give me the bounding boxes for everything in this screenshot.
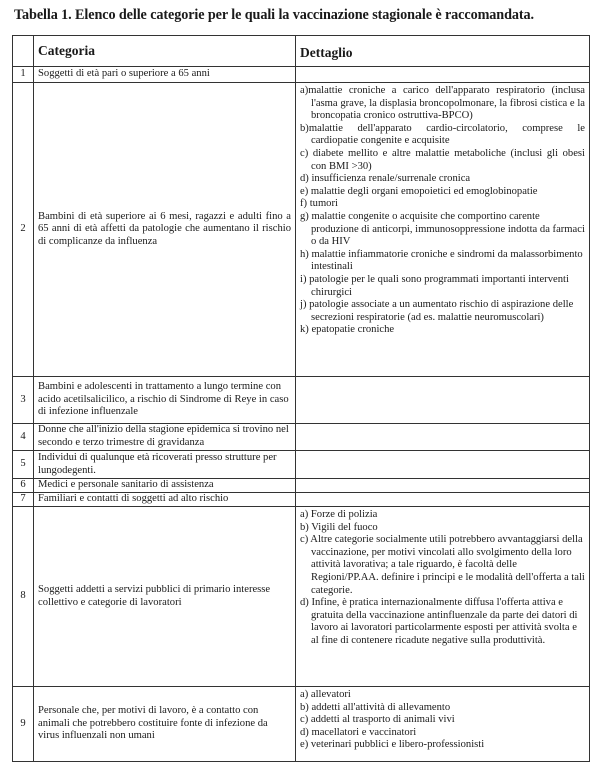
header-categoria: Categoria (34, 36, 296, 67)
table-row (13, 493, 590, 507)
row-dettaglio (296, 507, 590, 687)
row-dettaglio (296, 687, 590, 762)
table-row (13, 67, 590, 83)
dettaglio-item: a)malattie croniche a carico dell'apparato respiratorio (inclusa l'asma grave, la displasia broncopolmonare, la fibrosi cistica e la broncopatia cronico ostruttiva-BPCO) (300, 85, 585, 122)
row-categoria: Soggetti addetti a servizi pubblici di primario interesse collettivo e categorie di lavoratori (34, 507, 296, 687)
dettaglio-item: i) patologie per le quali sono programmati importanti interventi chirurgici (300, 273, 569, 298)
dettaglio-item: d) insufficienza renale/surrenale cronica (300, 173, 471, 185)
table-row (13, 83, 590, 377)
table-row (13, 687, 590, 762)
dettaglio-item: b)malattie dell'apparato cardio-circolatorio, comprese le cardiopatie congenite e acquisite (300, 122, 585, 147)
row-number: 1 (13, 67, 34, 83)
row-dettaglio (296, 451, 590, 479)
dettaglio-item: e) malattie degli organi emopoietici ed emoglobinopatie (300, 185, 538, 197)
row-number: 2 (13, 83, 34, 377)
dettaglio-item: j) patologie associate a un aumentato rischio di aspirazione delle secrezioni respiratorie (ad es. malattie neuromuscolari) (300, 299, 574, 323)
row-dettaglio (296, 83, 590, 377)
vaccination-categories-table (12, 35, 590, 762)
row-number: 4 (13, 424, 34, 451)
dettaglio-item: g) malattie congenite o acquisite che comportino carente produzione di anticorpi, immunosoppressione indotta da farmaci o da HIV (300, 210, 585, 248)
header-number (13, 36, 34, 67)
row-categoria: Personale che, per motivi di lavoro, è a contatto con animali che potrebbero costituire fonte di infezione da virus influenzali non umani (34, 687, 296, 762)
dettaglio-item: b) Vigili del fuoco (300, 521, 378, 533)
table-title: Tabella 1. Elenco delle categorie per le quali la vaccinazione stagionale è raccomandata. (14, 7, 534, 23)
row-categoria: Donne che all'inizio della stagione epidemica si trovino nel secondo e terzo trimestre di gravidanza (34, 424, 296, 451)
row-number: 9 (13, 687, 34, 762)
dettaglio-item: d) Infine, è pratica internazionalmente diffusa l'offerta attiva e gratuita della vaccinazione antinfluenzale da parte dei datori di lavoro ai lavoratori particolarmente esposti per attività svolta e al fine di contenere ricadute negative sulla produttività. (300, 597, 578, 646)
row-number: 3 (13, 377, 34, 424)
row-dettaglio (296, 479, 590, 493)
dettaglio-item: c) addetti al trasporto di animali vivi (300, 714, 455, 726)
row-dettaglio (296, 377, 590, 424)
dettaglio-item: c) Altre categorie socialmente utili potrebbero avvantaggiarsi della vaccinazione, per motivi vincolati allo svolgimento della loro attività lavorativa; a tale riguardo, è facoltà delle Regioni/PP.AA. definire i principi e le modalità dell'offerta a tali categorie. (300, 534, 585, 596)
row-dettaglio (296, 493, 590, 507)
row-dettaglio (296, 67, 590, 83)
dettaglio-list (300, 689, 585, 752)
row-categoria: Soggetti di età pari o superiore a 65 anni (34, 67, 296, 83)
table-row (13, 479, 590, 493)
row-dettaglio (296, 424, 590, 451)
row-number: 5 (13, 451, 34, 479)
table-row (13, 507, 590, 687)
row-categoria: Bambini di età superiore ai 6 mesi, ragazzi e adulti fino a 65 anni di età affetti da patologie che aumentano il rischio di complicanze da influenza (34, 83, 296, 377)
row-categoria: Medici e personale sanitario di assistenza (34, 479, 296, 493)
dettaglio-item: e) veterinari pubblici e libero-professionisti (300, 739, 485, 751)
table-row (13, 377, 590, 424)
row-categoria: Bambini e adolescenti in trattamento a lungo termine con acido acetilsalicilico, a rischio di Sindrome di Reye in caso di infezione influenzale (34, 377, 296, 424)
dettaglio-item: b) addetti all'attività di allevamento (300, 701, 451, 713)
dettaglio-item: a) allevatori (300, 689, 351, 700)
dettaglio-item: h) malattie infiammatorie croniche e sindromi da malassorbimento intestinali (300, 248, 583, 273)
header-dettaglio: Dettaglio (296, 36, 590, 67)
row-categoria: Familiari e contatti di soggetti ad alto rischio (34, 493, 296, 507)
dettaglio-item: a) Forze di polizia (300, 509, 378, 520)
dettaglio-item: k) epatopatie croniche (300, 324, 395, 336)
dettaglio-list (300, 509, 585, 648)
dettaglio-list (300, 85, 585, 337)
table-row (13, 451, 590, 479)
dettaglio-item: d) macellatori e vaccinatori (300, 726, 417, 738)
row-number: 6 (13, 479, 34, 493)
table-header-row (13, 36, 590, 67)
dettaglio-item: f) tumori (300, 198, 338, 210)
dettaglio-item: c) diabete mellito e altre malattie metaboliche (inclusi gli obesi con BMI >30) (300, 147, 585, 172)
row-categoria: Individui di qualunque età ricoverati presso strutture per lungodegenti. (34, 451, 296, 479)
row-number: 7 (13, 493, 34, 507)
row-number: 8 (13, 507, 34, 687)
table-row (13, 424, 590, 451)
